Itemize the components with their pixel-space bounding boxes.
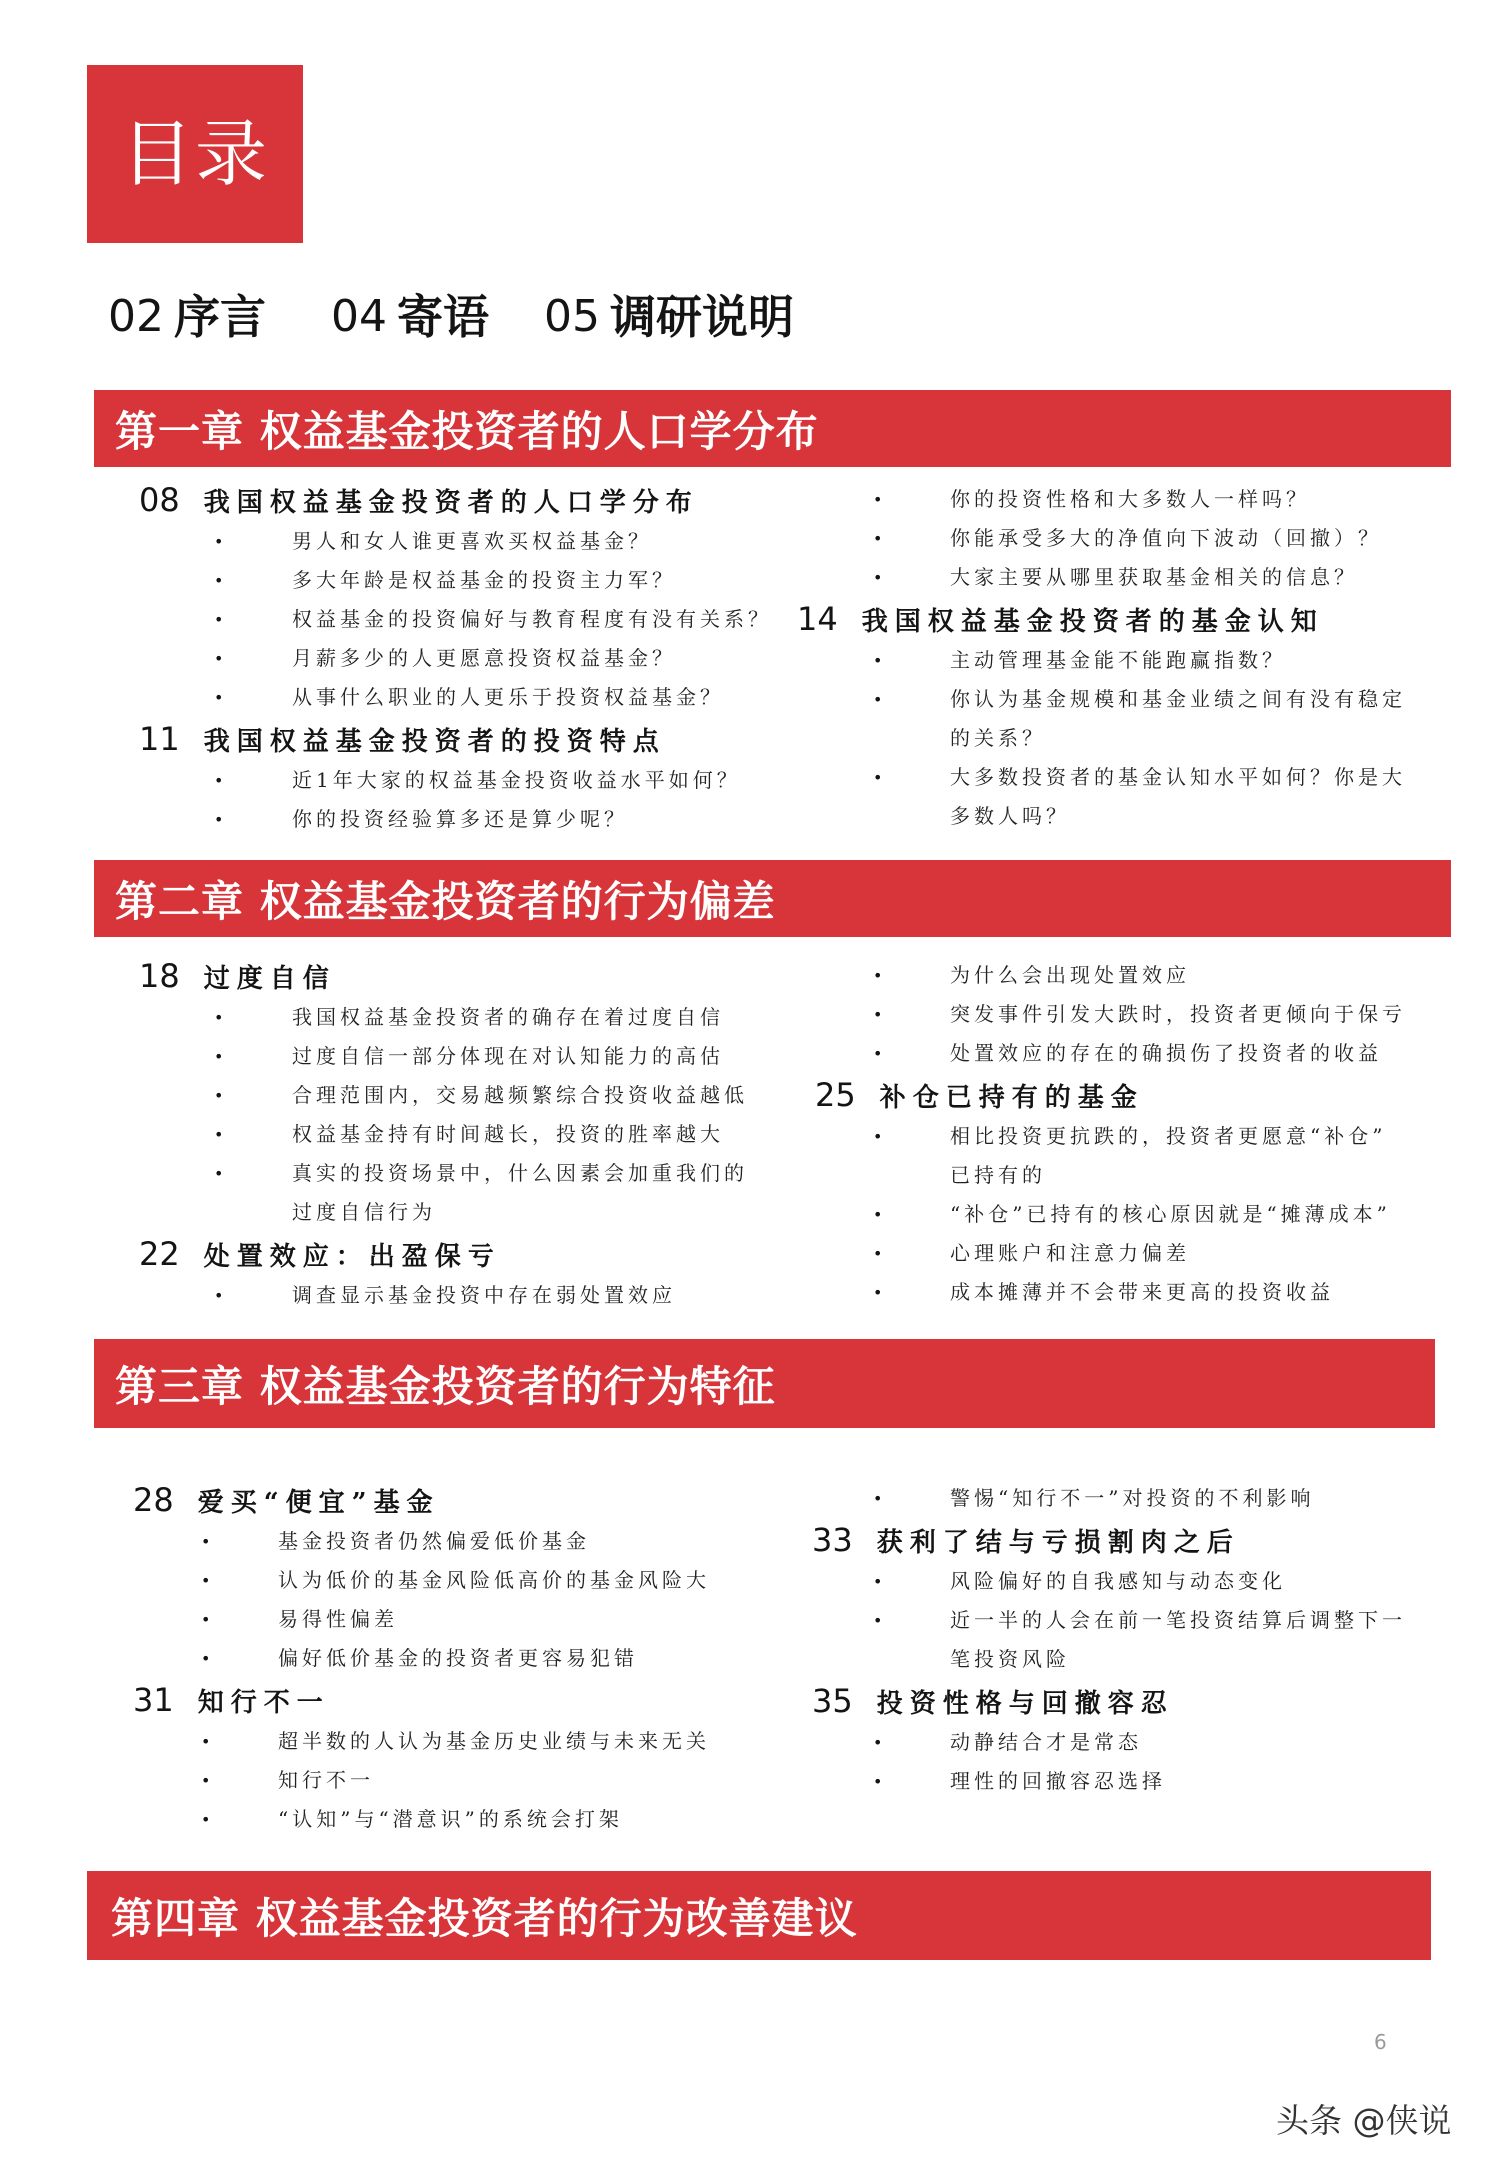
bullet-icon: •: [873, 1611, 883, 1630]
bullet-text: 风险偏好的自我感知与动态变化: [950, 1569, 1286, 1593]
bullet-item: [0, 1762, 1500, 1801]
bullet-text: 过度自信一部分体现在对认知能力的高估: [292, 1044, 724, 1068]
toc-title-box: [87, 65, 303, 243]
bullet-text: 从事什么职业的人更乐于投资权益基金？: [292, 685, 724, 709]
bullet-icon: •: [201, 1810, 211, 1829]
chapter-1-banner: [94, 390, 1451, 467]
bullet-item: [0, 480, 1500, 519]
bullet-text: 动静结合才是常态: [950, 1730, 1142, 1754]
bullet-text: 警惕“知行不一”对投资的不利影响: [950, 1486, 1315, 1510]
section-title: 我国权益基金投资者的基金认知: [861, 606, 1324, 637]
bullet-icon: •: [214, 688, 224, 707]
front-matter-survey-notes: [544, 291, 794, 343]
bullet-icon: •: [214, 1286, 224, 1305]
bullet-icon: •: [873, 966, 883, 985]
section-title: 爱买“便宜”基金: [197, 1487, 440, 1518]
section-heading: [0, 1679, 1500, 1723]
bullet-icon: •: [214, 1008, 224, 1027]
bullet-text: 知行不一: [278, 1768, 374, 1792]
bullet-text-continued: 的关系？: [950, 726, 1046, 750]
section-heading: [0, 597, 1500, 641]
bullet-icon: •: [214, 571, 224, 590]
bullet-text: 理性的回撤容忍选择: [950, 1769, 1166, 1793]
bullet-icon: •: [214, 1086, 224, 1105]
bullet-text: 近1年大家的权益基金投资收益水平如何？: [292, 768, 741, 792]
chapter-4-banner: [87, 1871, 1431, 1960]
bullet-icon: •: [873, 529, 883, 548]
bullet-icon: •: [201, 1649, 211, 1668]
bullet-text: 多大年龄是权益基金的投资主力军？: [292, 568, 676, 592]
bullet-text: 合理范围内，交易越频繁综合投资收益越低: [292, 1083, 748, 1107]
bullet-item: [0, 641, 1500, 680]
bullet-text: “认知”与“潜意识”的系统会打架: [278, 1807, 623, 1831]
bullet-text: 你能承受多大的净值向下波动（回撤）？: [950, 526, 1382, 550]
bullet-text: 权益基金持有时间越长，投资的胜率越大: [292, 1122, 724, 1146]
bullet-icon: •: [873, 568, 883, 587]
section-page-number: 25: [815, 1076, 856, 1114]
chapter-1-right-column: [0, 480, 1500, 836]
bullet-item: [0, 1273, 1500, 1312]
section-page-number: 31: [133, 1681, 174, 1719]
front-matter-page: 04: [331, 291, 387, 342]
bullet-icon: •: [873, 651, 883, 670]
bullet-icon: •: [214, 610, 224, 629]
bullet-text: 真实的投资场景中，什么因素会加重我们的: [292, 1161, 748, 1185]
front-matter-label: 寄语: [397, 290, 489, 344]
section-title: 知行不一: [197, 1687, 330, 1718]
bullet-icon: •: [214, 1164, 224, 1183]
section-page-number: 22: [139, 1235, 180, 1273]
bullet-icon: •: [873, 1244, 883, 1263]
bullet-icon: •: [201, 1610, 211, 1629]
bullet-text: 大家主要从哪里获取基金相关的信息？: [950, 565, 1358, 589]
chapter-3-right-column: [0, 1479, 1500, 1801]
bullet-icon: •: [873, 1005, 883, 1024]
section-page-number: 28: [133, 1481, 174, 1519]
bullet-icon: •: [873, 768, 883, 787]
bullet-icon: •: [214, 1047, 224, 1066]
bullet-text: 偏好低价基金的投资者更容易犯错: [278, 1646, 638, 1670]
section-heading: [0, 1073, 1500, 1117]
chapter-title: 第三章 权益基金投资者的行为特征: [115, 1361, 776, 1411]
section-page-number: 35: [812, 1682, 853, 1720]
bullet-item: [0, 1234, 1500, 1273]
bullet-text: 超半数的人认为基金历史业绩与未来无关: [278, 1729, 710, 1753]
front-matter-page: 05: [544, 291, 600, 342]
section-title: 补仓已持有的基金: [879, 1082, 1144, 1113]
bullet-item: [0, 1800, 1500, 1839]
bullet-item: [0, 1479, 1500, 1518]
section-title: 处置效应：出盈保亏: [203, 1241, 501, 1272]
bullet-item: [0, 758, 1500, 836]
section-page-number: 18: [139, 957, 180, 995]
chapter-title: 第四章 权益基金投资者的行为改善建议: [111, 1893, 858, 1943]
bullet-text: 近一半的人会在前一笔投资结算后调整下一: [950, 1608, 1406, 1632]
bullet-text: 突发事件引发大跌时，投资者更倾向于保亏: [950, 1002, 1406, 1026]
bullet-item: [0, 1601, 1500, 1679]
bullet-icon: •: [873, 1489, 883, 1508]
bullet-item: [0, 519, 1500, 558]
bullet-icon: •: [201, 1532, 211, 1551]
bullet-icon: •: [214, 1125, 224, 1144]
bullet-item: [0, 680, 1500, 758]
bullet-icon: •: [214, 771, 224, 790]
bullet-text-continued: 过度自信行为: [292, 1200, 436, 1224]
bullet-icon: •: [873, 1572, 883, 1591]
source-watermark: 头条 @侠说: [1276, 2101, 1452, 2140]
bullet-item: [0, 1562, 1500, 1601]
bullet-item: [0, 995, 1500, 1034]
section-heading: [0, 1518, 1500, 1562]
bullet-item: [0, 1034, 1500, 1073]
bullet-icon: •: [873, 490, 883, 509]
bullet-icon: •: [201, 1571, 211, 1590]
bullet-icon: •: [214, 532, 224, 551]
bullet-item: [0, 558, 1500, 597]
section-title: 我国权益基金投资者的投资特点: [203, 726, 666, 757]
bullet-text-continued: 笔投资风险: [950, 1647, 1070, 1671]
chapter-3-banner: [94, 1339, 1435, 1428]
bullet-text-continued: 已持有的: [950, 1163, 1046, 1187]
bullet-icon: •: [873, 1283, 883, 1302]
bullet-text: 我国权益基金投资者的确存在着过度自信: [292, 1005, 724, 1029]
section-title: 我国权益基金投资者的人口学分布: [203, 487, 699, 518]
bullet-text: 易得性偏差: [278, 1607, 398, 1631]
bullet-text: “补仓”已持有的核心原因就是“摊薄成本”: [950, 1202, 1391, 1226]
bullet-text: 成本摊薄并不会带来更高的投资收益: [950, 1280, 1334, 1304]
bullet-text: 相比投资更抗跌的，投资者更愿意“补仓”: [950, 1124, 1387, 1148]
chapter-title: 第一章 权益基金投资者的人口学分布: [115, 406, 819, 456]
bullet-icon: •: [873, 1044, 883, 1063]
bullet-text: 你的投资性格和大多数人一样吗？: [950, 487, 1310, 511]
bullet-icon: •: [873, 690, 883, 709]
bullet-icon: •: [201, 1771, 211, 1790]
front-matter-message: [331, 291, 489, 343]
bullet-text: 权益基金的投资偏好与教育程度有没有关系？: [292, 607, 772, 631]
front-matter-label: 调研说明: [610, 290, 794, 344]
section-page-number: 33: [812, 1521, 853, 1559]
bullet-text: 基金投资者仍然偏爱低价基金: [278, 1529, 590, 1553]
bullet-icon: •: [873, 1127, 883, 1146]
bullet-text-continued: 多数人吗？: [950, 804, 1070, 828]
section-title: 投资性格与回撤容忍: [876, 1688, 1174, 1719]
bullet-text: 调查显示基金投资中存在弱处置效应: [292, 1283, 676, 1307]
bullet-text: 处置效应的存在的确损伤了投资者的收益: [950, 1041, 1382, 1065]
front-matter-preface: [108, 291, 266, 343]
bullet-text: 心理账户和注意力偏差: [950, 1241, 1190, 1265]
chapter-2-banner: [94, 860, 1451, 937]
page-number: 6: [1374, 2030, 1387, 2054]
bullet-item: [0, 1723, 1500, 1762]
section-page-number: 08: [139, 481, 180, 519]
bullet-text: 月薪多少的人更愿意投资权益基金？: [292, 646, 676, 670]
front-matter-page: 02: [108, 291, 164, 342]
chapter-2-right-column: [0, 956, 1500, 1312]
bullet-icon: •: [873, 1772, 883, 1791]
bullet-text: 主动管理基金能不能跑赢指数？: [950, 648, 1286, 672]
bullet-icon: •: [873, 1205, 883, 1224]
section-page-number: 14: [797, 600, 838, 638]
front-matter-label: 序言: [174, 290, 266, 344]
section-page-number: 11: [139, 720, 180, 758]
bullet-text: 大多数投资者的基金认知水平如何？你是大: [950, 765, 1406, 789]
bullet-icon: •: [873, 1733, 883, 1752]
bullet-icon: •: [214, 810, 224, 829]
bullet-text: 为什么会出现处置效应: [950, 963, 1190, 987]
bullet-item: [0, 1195, 1500, 1234]
bullet-text: 男人和女人谁更喜欢买权益基金？: [292, 529, 652, 553]
bullet-item: [0, 1117, 1500, 1195]
bullet-icon: •: [214, 649, 224, 668]
section-title: 获利了结与亏损割肉之后: [876, 1527, 1240, 1558]
toc-title: 目录: [120, 112, 269, 196]
bullet-text: 你认为基金规模和基金业绩之间有没有稳定: [950, 687, 1406, 711]
section-title: 过度自信: [203, 963, 336, 994]
bullet-icon: •: [201, 1732, 211, 1751]
chapter-title: 第二章 权益基金投资者的行为偏差: [115, 876, 776, 926]
bullet-text: 你的投资经验算多还是算少呢？: [292, 807, 628, 831]
bullet-text: 认为低价的基金风险低高价的基金风险大: [278, 1568, 710, 1592]
bullet-item: [0, 956, 1500, 995]
